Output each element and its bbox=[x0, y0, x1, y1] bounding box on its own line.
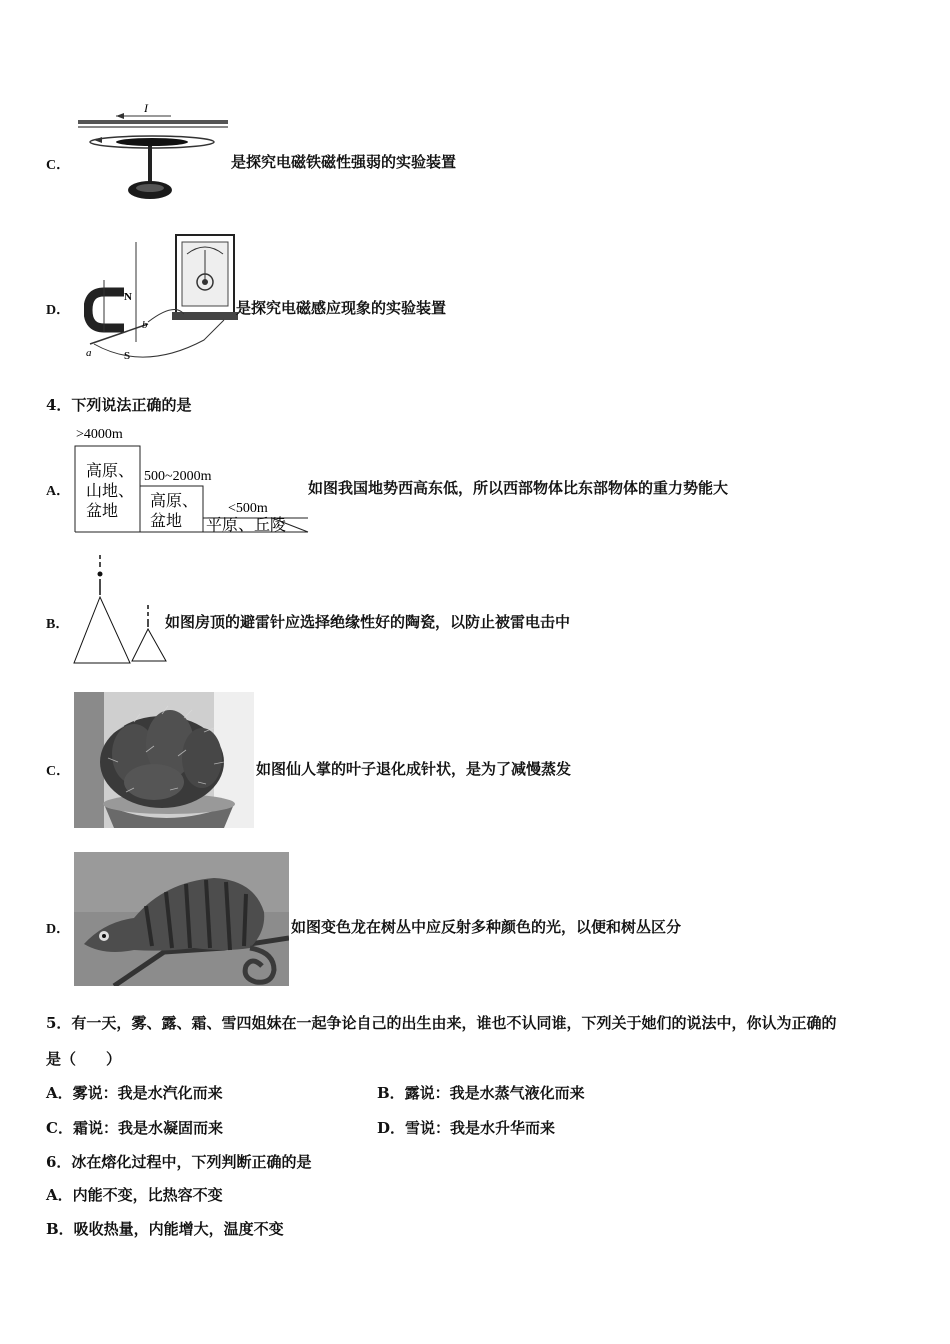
q3-option-d-letter: D． bbox=[46, 303, 71, 318]
q3-option-c-text: 是探究电磁铁磁性强弱的实验装置 bbox=[231, 153, 457, 171]
induction-figure bbox=[84, 232, 240, 368]
terrain-steps-figure bbox=[72, 424, 310, 536]
step2-height: 500~2000m bbox=[144, 469, 212, 484]
chameleon-photo bbox=[74, 852, 289, 986]
step3-text: 平原、丘陵 bbox=[206, 515, 287, 534]
south-pole-label: S bbox=[124, 350, 131, 362]
q3-option-c-letter: C． bbox=[46, 158, 71, 173]
q3-option-d-text: 是探究电磁感应现象的实验装置 bbox=[236, 299, 447, 317]
cactus-photo bbox=[74, 692, 254, 828]
q5-stem-line2: 是（ ） bbox=[46, 1050, 122, 1068]
step3-height: <500m bbox=[228, 501, 268, 516]
current-label: I bbox=[144, 101, 148, 115]
step1-text-3: 盆地 bbox=[86, 501, 119, 520]
q4-option-c-letter: C． bbox=[46, 764, 71, 779]
north-pole-label: N bbox=[124, 291, 132, 303]
q5-option-d: D．雪说：我是水升华而来 bbox=[377, 1119, 556, 1137]
electromagnet-figure bbox=[76, 98, 236, 203]
step2-text-2: 盆地 bbox=[150, 511, 183, 530]
q6-stem: 6．冰在熔化过程中，下列判断正确的是 bbox=[46, 1153, 312, 1171]
q5-stem-line1: 5．有一天，雾、露、霜、雪四姐妹在一起争论自己的出生由来，谁也不认同谁，下列关于她们的说法中，你认为正确的 bbox=[46, 1014, 837, 1032]
q4-option-b-text: 如图房顶的避雷针应选择绝缘性好的陶瓷，以防止被雷电击中 bbox=[165, 613, 571, 631]
step2-text-1: 高原、 bbox=[150, 491, 199, 510]
step1-height: >4000m bbox=[76, 427, 123, 442]
q4-option-a-text: 如图我国地势西高东低，所以西部物体比东部物体的重力势能大 bbox=[308, 479, 729, 497]
q5-option-c: C．霜说：我是水凝固而来 bbox=[46, 1119, 223, 1137]
wire-end-a-label: a bbox=[86, 347, 92, 359]
q6-option-a: A．内能不变，比热容不变 bbox=[46, 1186, 223, 1204]
q4-option-a-letter: A． bbox=[46, 484, 71, 499]
q4-stem: 4．下列说法正确的是 bbox=[46, 396, 192, 414]
q5-option-a: A．雾说：我是水汽化而来 bbox=[46, 1084, 223, 1102]
q5-option-b: B．露说：我是水蒸气液化而来 bbox=[377, 1084, 585, 1102]
step1-text-2: 山地、 bbox=[86, 481, 135, 500]
q4-option-b-letter: B． bbox=[46, 617, 70, 632]
q4-option-d-letter: D． bbox=[46, 922, 71, 937]
step1-text-1: 高原、 bbox=[86, 461, 135, 480]
q6-option-b: B．吸收热量，内能增大，温度不变 bbox=[46, 1220, 284, 1238]
wire-end-b-label: b bbox=[142, 319, 148, 331]
q4-option-c-text: 如图仙人掌的叶子退化成针状，是为了减慢蒸发 bbox=[256, 760, 572, 778]
lightning-rod-figure bbox=[70, 555, 170, 667]
q4-option-d-text: 如图变色龙在树丛中应反射多种颜色的光，以便和树丛区分 bbox=[291, 918, 682, 936]
